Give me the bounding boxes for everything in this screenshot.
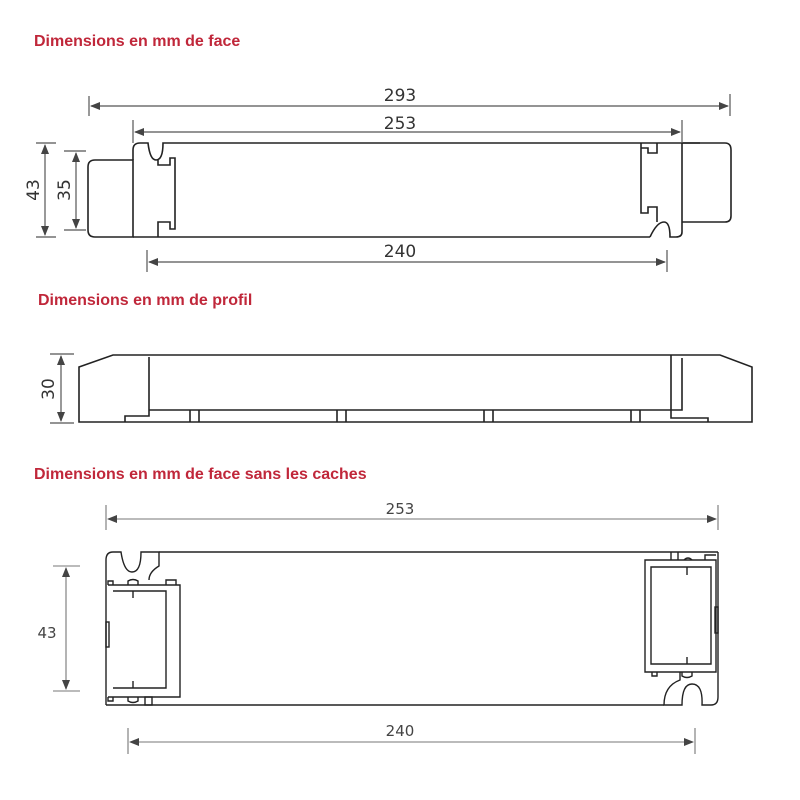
dim-no-caps-mounting-length: 240 bbox=[385, 722, 415, 740]
section-title-profile: Dimensions en mm de profil bbox=[38, 292, 253, 309]
section-title-front-no-caps: Dimensions en mm de face sans les caches bbox=[34, 466, 367, 483]
dim-no-caps-body-length: 253 bbox=[385, 500, 415, 518]
front-view-no-caps bbox=[106, 552, 718, 705]
dim-body-length: 253 bbox=[383, 114, 417, 134]
dim-mounting-length: 240 bbox=[383, 242, 417, 262]
dim-no-caps-height: 43 bbox=[37, 624, 57, 642]
dim-overall-height: 43 bbox=[24, 179, 44, 201]
front-view bbox=[88, 143, 731, 237]
dim-cap-height: 35 bbox=[55, 179, 75, 201]
profile-view bbox=[79, 355, 752, 422]
dim-profile-height: 30 bbox=[39, 378, 59, 400]
front-view-no-caps-dimensions bbox=[53, 505, 718, 754]
dim-overall-length: 293 bbox=[383, 86, 417, 106]
section-title-front: Dimensions en mm de face bbox=[34, 33, 241, 50]
